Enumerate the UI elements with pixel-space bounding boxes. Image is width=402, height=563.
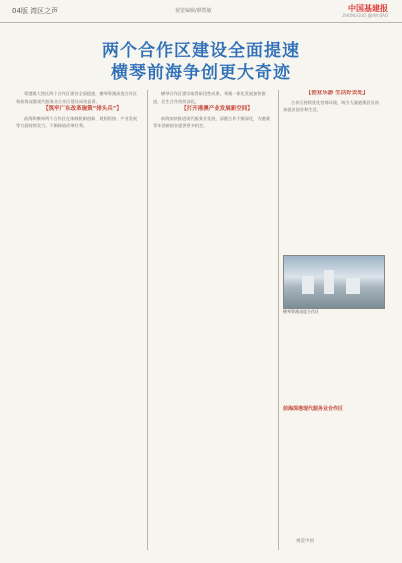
section-subhead: 【打开港澳产业发展新空间】 [181,106,253,112]
page-label: 04版 湾区之声 [12,7,59,15]
headline-line1: 两个合作区建设全面提速 [102,41,300,61]
news-photo [283,255,385,309]
photo-caption: 横琴粤澳深度合作区 [283,309,319,314]
paragraph: 粤港澳大湾区两个合作区建设全面提速，横琴粤澳深度合作区和前海深港现代服务业合作区建设成效显著。 [16,91,138,104]
section-subhead: 【筑牢广东改革施策“排头兵”】 [43,106,122,112]
column-divider [278,90,279,550]
newspaper-logo: 中国基建报 [348,4,388,13]
paragraph: 前海加快推进现代服务业发展，深港合作不断深化，为港澳青年创新创业提供更多机会。 [153,115,270,128]
column-divider [147,90,148,550]
article-column-3 [283,90,383,250]
editor-line: 视觉编辑/颜凯敏 [175,8,212,14]
paragraph: 前海和横琴两个合作区在体制机制创新、规则衔接、产业发展等方面持续发力，不断释放改革红利。 [16,115,138,128]
paragraph: 合作区持续优化营商环境，吸引大量港澳居民前来就业创业和生活。 [283,99,379,112]
side-title: 前海深港现代服务业合作区 [283,406,344,412]
article-column-2 [153,90,273,550]
newspaper-logo-sub: ZHONGGUO JIJIAN BAO [342,13,388,18]
article-column-1 [16,90,141,550]
page-header [0,0,402,23]
paragraph: 横琴合作区建设取得阶段性成果，琴澳一体化发展加快推进，民生合作持续深化。 [153,91,266,104]
headline-line2: 横琴前海争创更大奇迹 [111,63,291,83]
photo-credit: 视觉中国 [296,539,314,544]
section-subhead: 【创业乐游 生活好去处】 [305,90,369,96]
